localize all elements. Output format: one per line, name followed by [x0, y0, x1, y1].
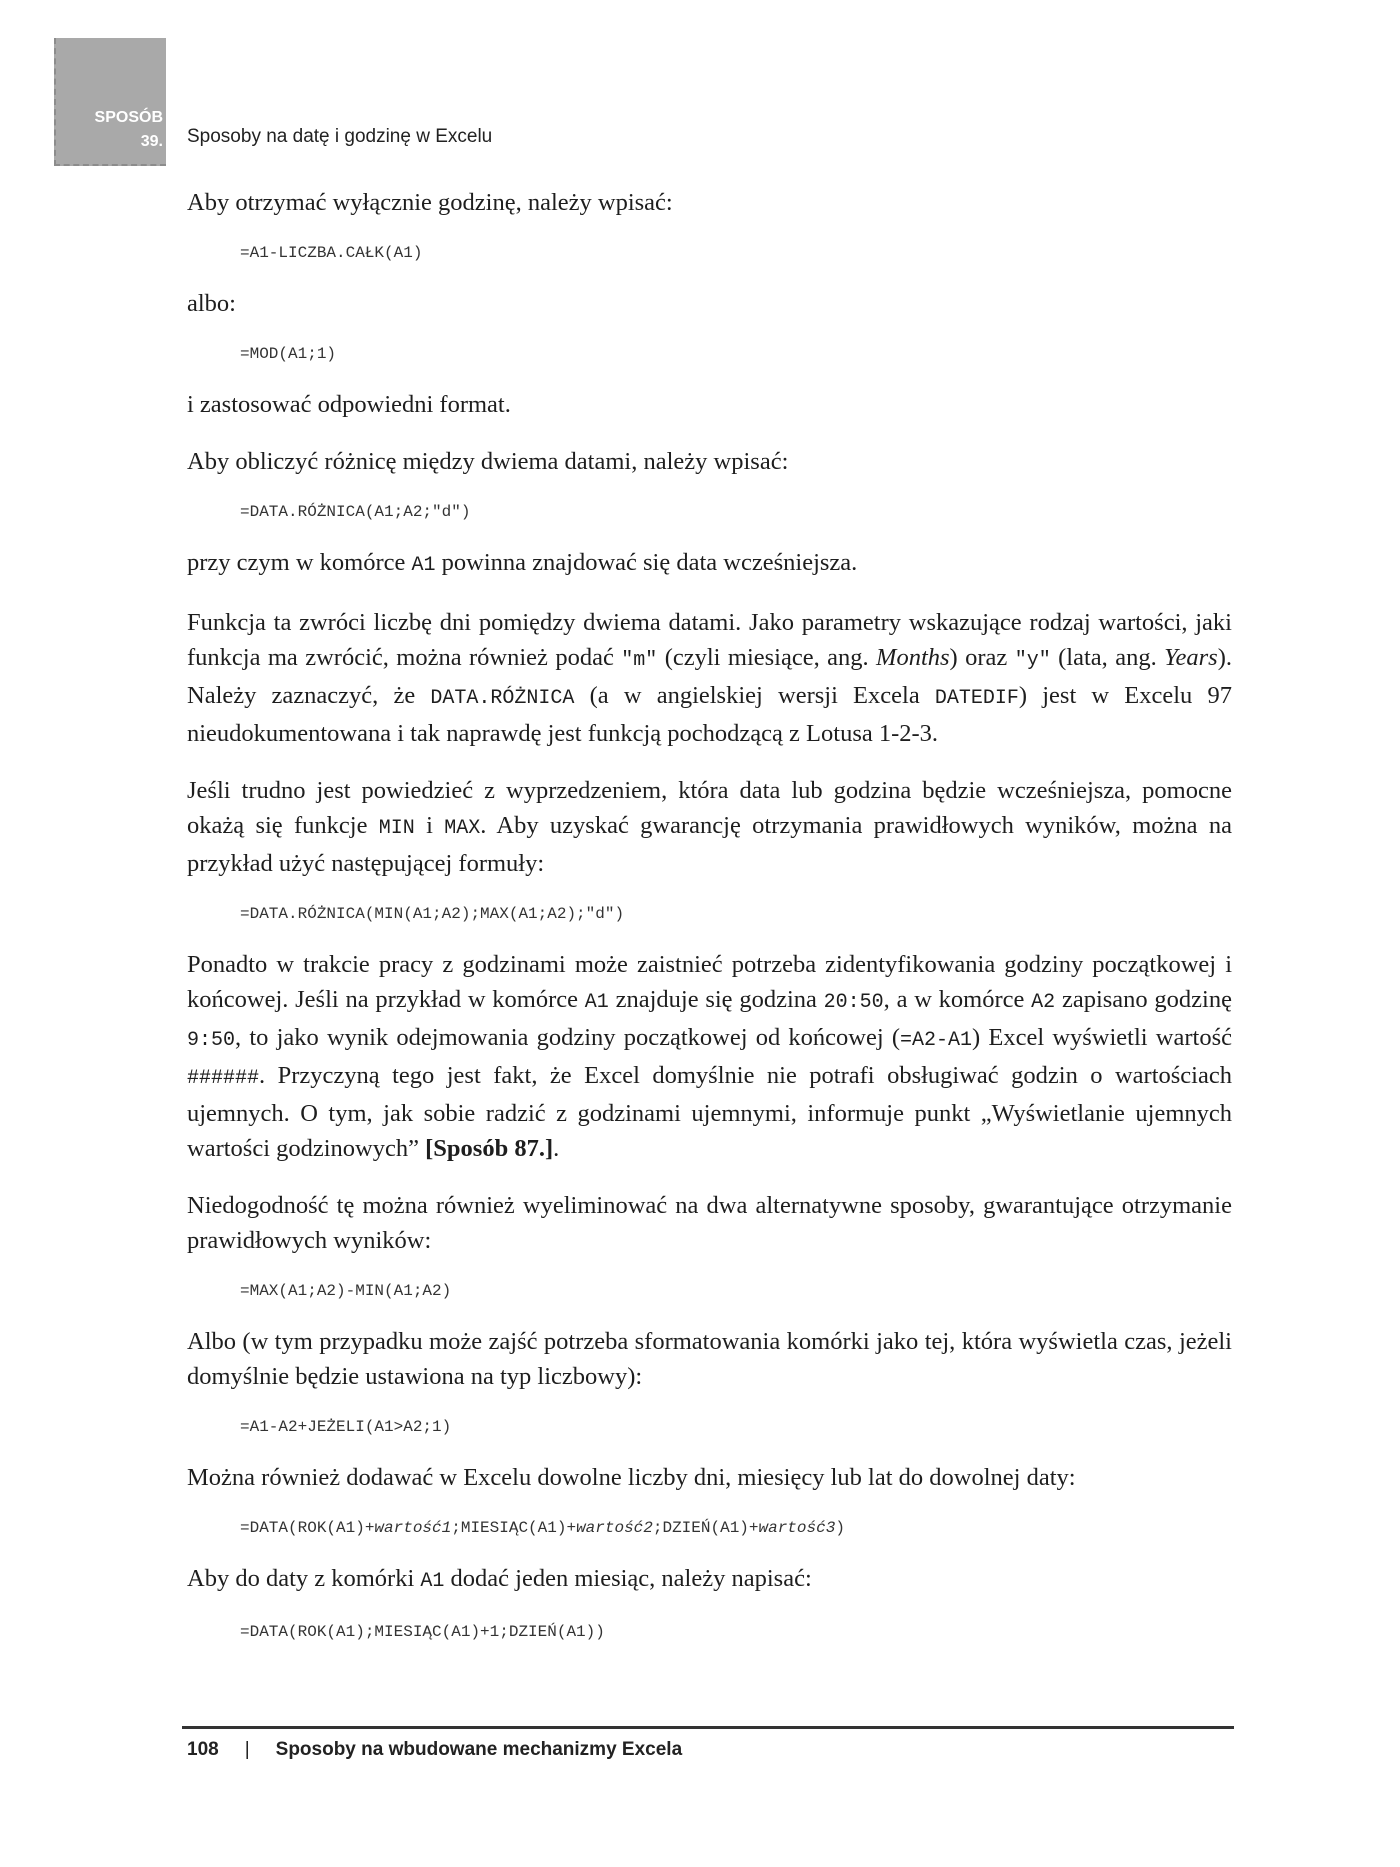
code-line-6: =A1-A2+JEŻELI(A1>A2;1): [240, 1418, 452, 1436]
paragraph-11: Można również dodawać w Excelu dowolne liczby dni, miesięcy lub lat do dowolnej daty:: [187, 1464, 1076, 1491]
text-span: (lata, ang.: [1050, 644, 1165, 671]
chapter-badge-label: [95, 106, 163, 154]
text-span: zapisano godzinę: [1055, 986, 1232, 1013]
text-span: . Przyczyną tego jest fakt, że Excel domyślnie nie potrafi obsługiwać godzin o wartościach ujemnych. O tym, jak sobie radzić z godzinami ujemnymi, informuje punkt „Wyświetlanie ujemnych wartości godzinowych”: [187, 1062, 1232, 1162]
inline-code: DATA.RÓŻNICA: [430, 687, 575, 710]
code-placeholder: wartość1: [374, 1519, 452, 1537]
inline-code: A2: [1031, 991, 1056, 1014]
paragraph-7: [187, 773, 1232, 881]
book-title: Sposoby na wbudowane mechanizmy Excela: [275, 1739, 683, 1760]
text-span: powinna znajdować się data wcześniejsza.: [435, 549, 858, 576]
italic-term: Years: [1164, 644, 1218, 671]
paragraph-8: [187, 947, 1232, 1166]
footer-separator: |: [244, 1739, 250, 1760]
text-span: i: [414, 812, 445, 839]
text-span: ). Należy zaznaczyć, że: [187, 644, 1232, 709]
paragraph-1: Aby otrzymać wyłącznie godzinę, należy wpisać:: [187, 189, 673, 216]
inline-code: A1: [411, 554, 436, 577]
text-span: , to jako wynik odejmowania godziny początkowej od końcowej (: [235, 1024, 900, 1051]
inline-code: A1: [584, 991, 609, 1014]
code-span: ;MIESIĄC(A1)+: [451, 1519, 577, 1537]
inline-code: "y": [1014, 649, 1051, 672]
inline-code: DATEDIF: [934, 687, 1019, 710]
italic-term: Months: [876, 644, 950, 671]
badge-line-1: SPOSÓB: [94, 109, 163, 126]
inline-code: A1: [420, 1570, 445, 1593]
inline-code: =A2-A1: [900, 1029, 973, 1052]
inline-code: MIN: [378, 817, 415, 840]
cross-reference: [Sposób 87.]: [425, 1135, 554, 1162]
text-span: znajduje się godzina: [608, 986, 824, 1013]
text-span: .: [553, 1135, 560, 1162]
paragraph-6: [187, 605, 1232, 751]
paragraph-12: [187, 1561, 1232, 1599]
text-span: . Aby uzyskać gwarancję otrzymania prawidłowych wyników, można na przykład użyć następującej formuły:: [187, 812, 1232, 877]
code-line-1: =A1-LICZBA.CAŁK(A1): [240, 244, 423, 262]
code-line-5: =MAX(A1;A2)-MIN(A1;A2): [240, 1282, 452, 1300]
paragraph-4: Aby obliczyć różnicę między dwiema datami, należy wpisać:: [187, 448, 789, 475]
paragraph-9: Niedogodność tę można również wyeliminować na dwa alternatywne sposoby, gwarantujące otrzymanie prawidłowych wyników:: [187, 1192, 1232, 1254]
text-span: , a w komórce: [883, 986, 1032, 1013]
text-span: przy czym w komórce: [187, 549, 412, 576]
code-line-2: =MOD(A1;1): [240, 345, 337, 363]
text-span: ) oraz: [949, 644, 1015, 671]
paragraph-5: [187, 545, 1232, 583]
badge-line-2: 39.: [140, 133, 163, 150]
page-number: 108: [187, 1739, 219, 1760]
text-span: Jeśli trudno jest powiedzieć z wyprzedzeniem, która data lub godzina będzie wcześniejsza, pomocne okażą się funkcje: [187, 777, 1232, 839]
code-span: =DATA(ROK(A1)+: [240, 1519, 375, 1537]
code-placeholder: wartość3: [758, 1519, 836, 1537]
text-span: Aby do daty z komórki: [187, 1565, 421, 1592]
text-span: (czyli miesiące, ang.: [657, 644, 877, 671]
inline-code: "m": [621, 649, 658, 672]
page-content: [187, 185, 1232, 1665]
text-span: Ponadto w trakcie pracy z godzinami może zaistnieć potrzeba zidentyfikowania godziny początkowej i końcowej. Jeśli na przykład w komórce: [187, 951, 1232, 1013]
inline-code: 9:50: [187, 1029, 236, 1052]
running-head-title: Sposoby na datę i godzinę w Excelu: [187, 126, 493, 147]
text-span: (a w angielskiej wersji Excela: [574, 682, 935, 709]
code-placeholder: wartość2: [576, 1519, 653, 1537]
inline-code: ######: [187, 1067, 260, 1090]
chapter-badge: [54, 38, 166, 166]
paragraph-2: albo:: [187, 290, 236, 317]
text-span: ) Excel wyświetli wartość: [972, 1024, 1232, 1051]
code-span: ): [835, 1519, 845, 1537]
code-line-4: =DATA.RÓŻNICA(MIN(A1;A2);MAX(A1;A2);"d"): [240, 905, 625, 923]
code-line-3: =DATA.RÓŻNICA(A1;A2;"d"): [240, 503, 471, 521]
inline-code: 20:50: [823, 991, 884, 1014]
text-span: Funkcja ta zwróci liczbę dni pomiędzy dwiema datami. Jako parametry wskazujące rodzaj wartości, jaki funkcja ma zwrócić, można również podać: [187, 609, 1232, 671]
paragraph-3: i zastosować odpowiedni format.: [187, 391, 511, 418]
code-line-8: =DATA(ROK(A1);MIESIĄC(A1)+1;DZIEŃ(A1)): [240, 1623, 605, 1641]
paragraph-10: Albo (w tym przypadku może zajść potrzeba sformatowania komórki jako tej, która wyświetla czas, jeżeli domyślnie będzie ustawiona na typ liczbowy):: [187, 1328, 1232, 1390]
code-line-7: [240, 1517, 1232, 1539]
text-span: ) jest w Excelu 97 nieudokumentowana i tak naprawdę jest funkcją pochodzącą z Lotusa 1-2-3.: [187, 682, 1232, 747]
footer-rule: [182, 1726, 1234, 1729]
text-span: dodać jeden miesiąc, należy napisać:: [444, 1565, 812, 1592]
code-span: ;DZIEŃ(A1)+: [652, 1519, 759, 1537]
page-footer: [187, 1739, 682, 1761]
inline-code: MAX: [444, 817, 481, 840]
